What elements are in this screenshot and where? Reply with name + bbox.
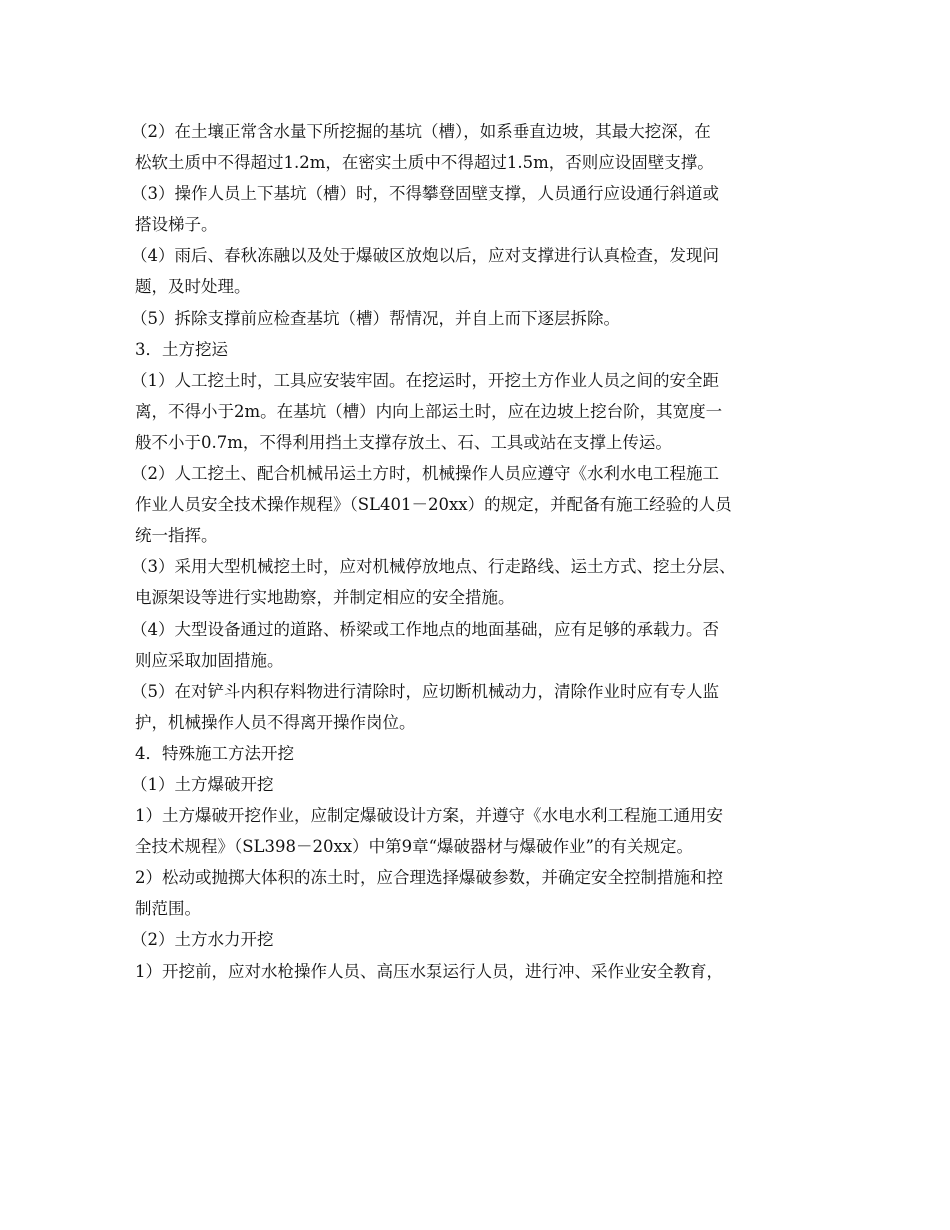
text-line: （2）在土壤正常含水量下所挖掘的基坑（槽），如系垂直边坡，其最大挖深，在 [131, 122, 711, 141]
text-line: 作业人员安全技术操作规程》（SL401－20xx）的规定，并配备有施工经验的人员 [135, 495, 732, 515]
text-line: 全技术规程》（SL398－20xx）中第9章“爆破器材与爆破作业”的有关规定。 [135, 837, 693, 857]
subsection-heading: （1）土方爆破开挖 [131, 774, 274, 794]
text-line: （3）采用大型机械挖土时，应对机械停放地点、行走路线、运土方式、挖土分层、 [131, 557, 736, 577]
text-line: 般不小于0.7m，不得利用挡土支撑存放土、石、工具或站在支撑上传运。 [135, 432, 672, 452]
text-line: （5）在对铲斗内积存料物进行清除时，应切断机械动力，清除作业时应有专人监 [131, 681, 719, 701]
text-line: 制范围。 [135, 899, 201, 919]
text-line: 护，机械操作人员不得离开操作岗位。 [135, 712, 416, 732]
text-line: 1）开挖前，应对水枪操作人员、高压水泵运行人员，进行冲、采作业安全教育， [135, 961, 723, 981]
section-heading: 4．特殊施工方法开挖 [135, 743, 294, 763]
text-line: 松软土质中不得超过1.2m，在密实土质中不得超过1.5m，否则应设固壁支撑。 [135, 153, 714, 173]
text-line: 2）松动或抛掷大体积的冻土时，应合理选择爆破参数，并确定安全控制措施和控 [135, 868, 723, 888]
text-line: 统一指挥。 [135, 526, 218, 546]
text-line: （4）雨后、春秋冻融以及处于爆破区放炮以后，应对支撑进行认真检查，发现问 [131, 246, 719, 266]
text-line: （5）拆除支撑前应检查基坑（槽）帮情况，并自上而下逐层拆除。 [131, 308, 620, 328]
document-body [131, 116, 825, 987]
text-line: （1）人工挖土时，工具应安装牢固。在挖运时，开挖土方作业人员之间的安全距 [131, 370, 719, 390]
text-line: 离，不得小于2m。在基坑（槽）内向上部运土时，应在边坡上挖台阶，其宽度一 [135, 401, 723, 421]
text-line: 1）土方爆破开挖作业，应制定爆破设计方案，并遵守《水电水利工程施工通用安 [135, 806, 723, 826]
text-line: （2）人工挖土、配合机械吊运土方时，机械操作人员应遵守《水利水电工程施工 [131, 464, 719, 484]
text-line: （4）大型设备通过的道路、桥梁或工作地点的地面基础，应有足够的承载力。否 [131, 619, 719, 639]
section-heading: 3．土方挖运 [135, 339, 228, 359]
text-line: 搭设梯子。 [135, 215, 218, 235]
text-line: 则应采取加固措施。 [135, 650, 284, 670]
text-line: （3）操作人员上下基坑（槽）时，不得攀登固壁支撑，人员通行应设通行斜道或 [131, 184, 719, 204]
subsection-heading: （2）土方水力开挖 [131, 930, 274, 950]
text-line: 电源架设等进行实地勘察，并制定相应的安全措施。 [135, 588, 515, 608]
text-line: 题，及时处理。 [135, 277, 251, 297]
